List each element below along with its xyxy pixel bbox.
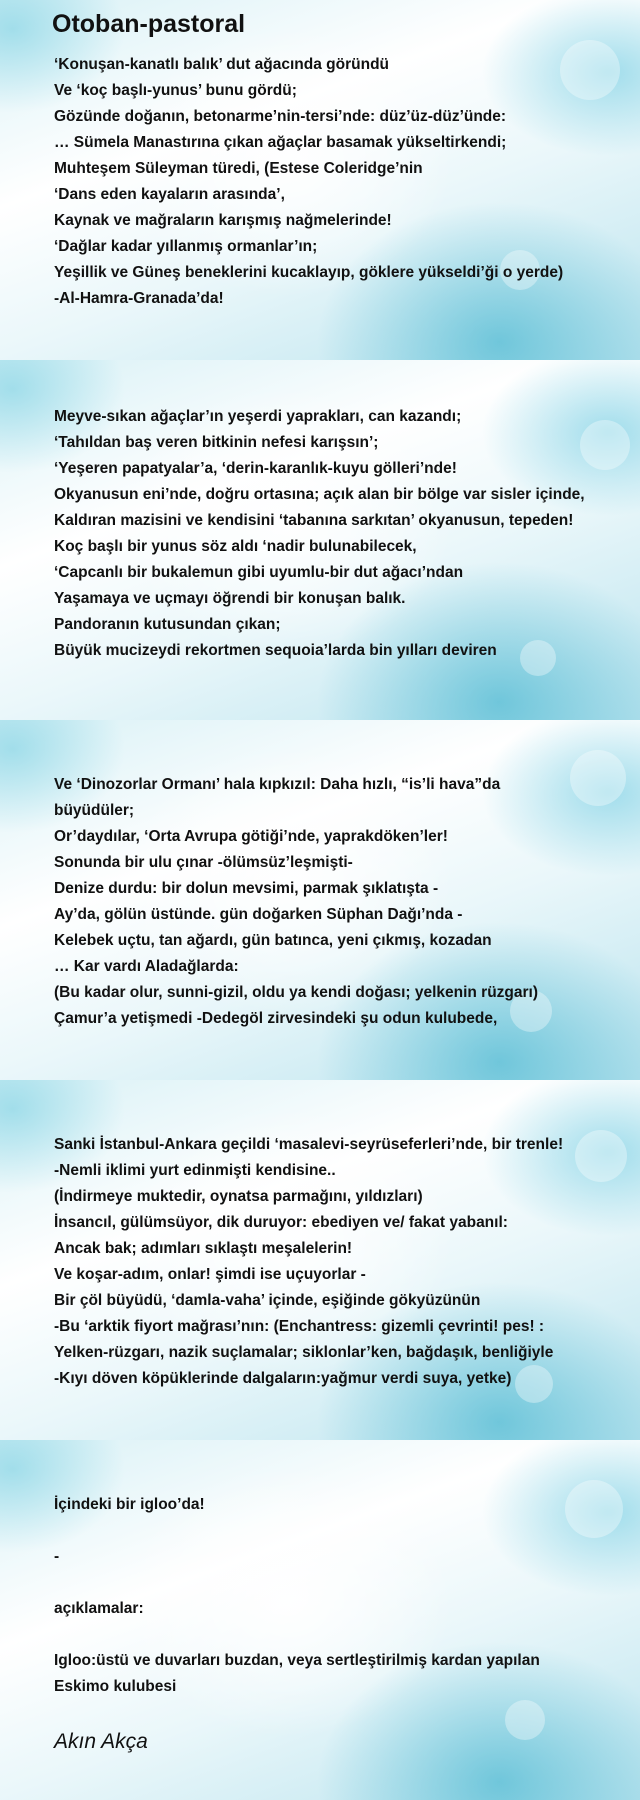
poem-line: (Bu kadar olur, sunni-gizil, oldu ya kendi doğası; yelkenin rüzgarı) [54, 984, 539, 1001]
poem-line: -Bu ‘arktik fiyort mağrası’nın: (Enchantress: gizemli çevrinti! pes! : [54, 1318, 545, 1335]
poem-line: Pandoranın kutusundan çıkan; [54, 616, 281, 633]
poem-line: -Nemli iklimi yurt edinmişti kendisine.. [54, 1162, 336, 1179]
poem-line: ‘Konuşan-kanatlı balık’ dut ağacında göründü [54, 56, 390, 73]
poem-line: Bir çöl büyüdü, ‘damla-vaha’ içinde, eşiğinde gökyüzünün [54, 1292, 481, 1309]
poem-panel-4 [0, 1080, 640, 1440]
poem-line: ‘Tahıldan baş veren bitkinin nefesi karışsın’; [54, 434, 379, 451]
poem-line: … Kar vardı Aladağlarda: [54, 958, 239, 975]
poem-line: ‘Capcanlı bir bukalemun gibi uyumlu-bir dut ağacı’ndan [54, 564, 464, 581]
poem-line: -Al-Hamra-Granada’da! [54, 290, 224, 307]
poem-line: Çamur’a yetişmedi -Dedegöl zirvesindeki şu odun kulubede, [54, 1010, 498, 1027]
poem-panel-2 [0, 360, 640, 720]
poem-line: Yelken-rüzgarı, nazik suçlamalar; siklonlar’ken, bağdaşık, benliğiyle [54, 1344, 554, 1361]
poem-line: Okyanusun eni’nde, doğru ortasına; açık alan bir bölge var sisler içinde, [54, 486, 585, 503]
poem-line: Büyük mucizeydi rekortmen sequoia’larda bin yılları deviren [54, 642, 497, 659]
poem-line: Igloo:üstü ve duvarları buzdan, veya sertleştirilmiş kardan yapılan [54, 1652, 540, 1669]
poem-line: Yaşamaya ve uçmayı öğrendi bir konuşan balık. [54, 590, 406, 607]
poem-line: açıklamalar: [54, 1600, 144, 1617]
poem-line: Eskimo kulubesi [54, 1678, 177, 1695]
poem-panel-1 [0, 0, 640, 360]
poem-line: ‘Dağlar kadar yıllanmış ormanlar’ın; [54, 238, 318, 255]
poem-stanza-3 [54, 772, 624, 1032]
poem-line: Or’daydılar, ‘Orta Avrupa götiği’nde, yaprakdöken’ler! [54, 828, 448, 845]
poem-line: - [54, 1548, 60, 1565]
poem-line: Ve koşar-adım, onlar! şimdi ise uçuyorlar - [54, 1266, 366, 1283]
poem-line: Denize durdu: bir dolun mevsimi, parmak şıklatışta - [54, 880, 439, 897]
poem-line: … Sümela Manastırına çıkan ağaçlar basamak yükseltirkendi; [54, 134, 507, 151]
author-signature: Akın Akça [54, 1730, 148, 1753]
poem-line: -Kıyı döven köpüklerinde dalgaların:yağmur verdi suya, yetke) [54, 1370, 512, 1387]
poem-stanza-1 [54, 52, 624, 312]
poem-stanza-4 [54, 1132, 624, 1392]
poem-line: (İndirmeye muktedir, oynatsa parmağını, yıldızları) [54, 1188, 423, 1205]
poem-line: ‘Dans eden kayaların arasında’, [54, 186, 285, 203]
poem-title: Otoban-pastoral [52, 10, 246, 38]
poem-line: büyüdüler; [54, 802, 135, 819]
poem-line [54, 1518, 624, 1544]
poem-line: İnsancıl, gülümsüyor, dik duruyor: ebediyen ve/ fakat yabanıl: [54, 1214, 508, 1231]
poem-line: Meyve-sıkan ağaçlar’ın yeşerdi yaprakları, can kazandı; [54, 408, 462, 425]
poem-panel-5 [0, 1440, 640, 1800]
poem-line: Kaynak ve mağraların karışmış nağmelerinde! [54, 212, 392, 229]
poem-line: Sonunda bir ulu çınar -ölümsüz’leşmişti- [54, 854, 353, 871]
poem-line: Koç başlı bir yunus söz aldı ‘nadir bulunabilecek, [54, 538, 417, 555]
poem-line: Ancak bak; adımları sıklaştı meşalelerin! [54, 1240, 353, 1257]
poem-line: Yeşillik ve Güneş beneklerini kucaklayıp, göklere yükseldi’ği o yerde) [54, 264, 564, 281]
poem-line: Gözünde doğanın, betonarme’nin-tersi’nde: düz’üz-düz’ünde: [54, 108, 507, 125]
poem-line: İçindeki bir igloo’da! [54, 1496, 205, 1513]
poem-line: Kaldıran mazisini ve kendisini ‘tabanına sarkıtan’ okyanusun, tepeden! [54, 512, 574, 529]
poem-line [54, 1622, 624, 1648]
poem-stanza-2 [54, 404, 624, 664]
poem-line: Muhteşem Süleyman türedi, (Estese Coleridge’nin [54, 160, 423, 177]
poem-line: Ay’da, gölün üstünde. gün doğarken Süphan Dağı’nda - [54, 906, 463, 923]
poem-line: Ve ‘Dinozorlar Ormanı’ hala kıpkızıl: Daha hızlı, “is’li hava”da [54, 776, 501, 793]
poem-line: Sanki İstanbul-Ankara geçildi ‘masalevi-seyrüseferleri’nde, bir trenle! [54, 1136, 564, 1153]
poem-line: Ve ‘koç başlı-yunus’ bunu gördü; [54, 82, 297, 99]
poem-panel-3 [0, 720, 640, 1080]
poem-stanza-5 [54, 1492, 624, 1700]
poem-line [54, 1570, 624, 1596]
poem-line: Kelebek uçtu, tan ağardı, gün batınca, yeni çıkmış, kozadan [54, 932, 492, 949]
poem-line: ‘Yeşeren papatyalar’a, ‘derin-karanlık-kuyu gölleri’nde! [54, 460, 457, 477]
